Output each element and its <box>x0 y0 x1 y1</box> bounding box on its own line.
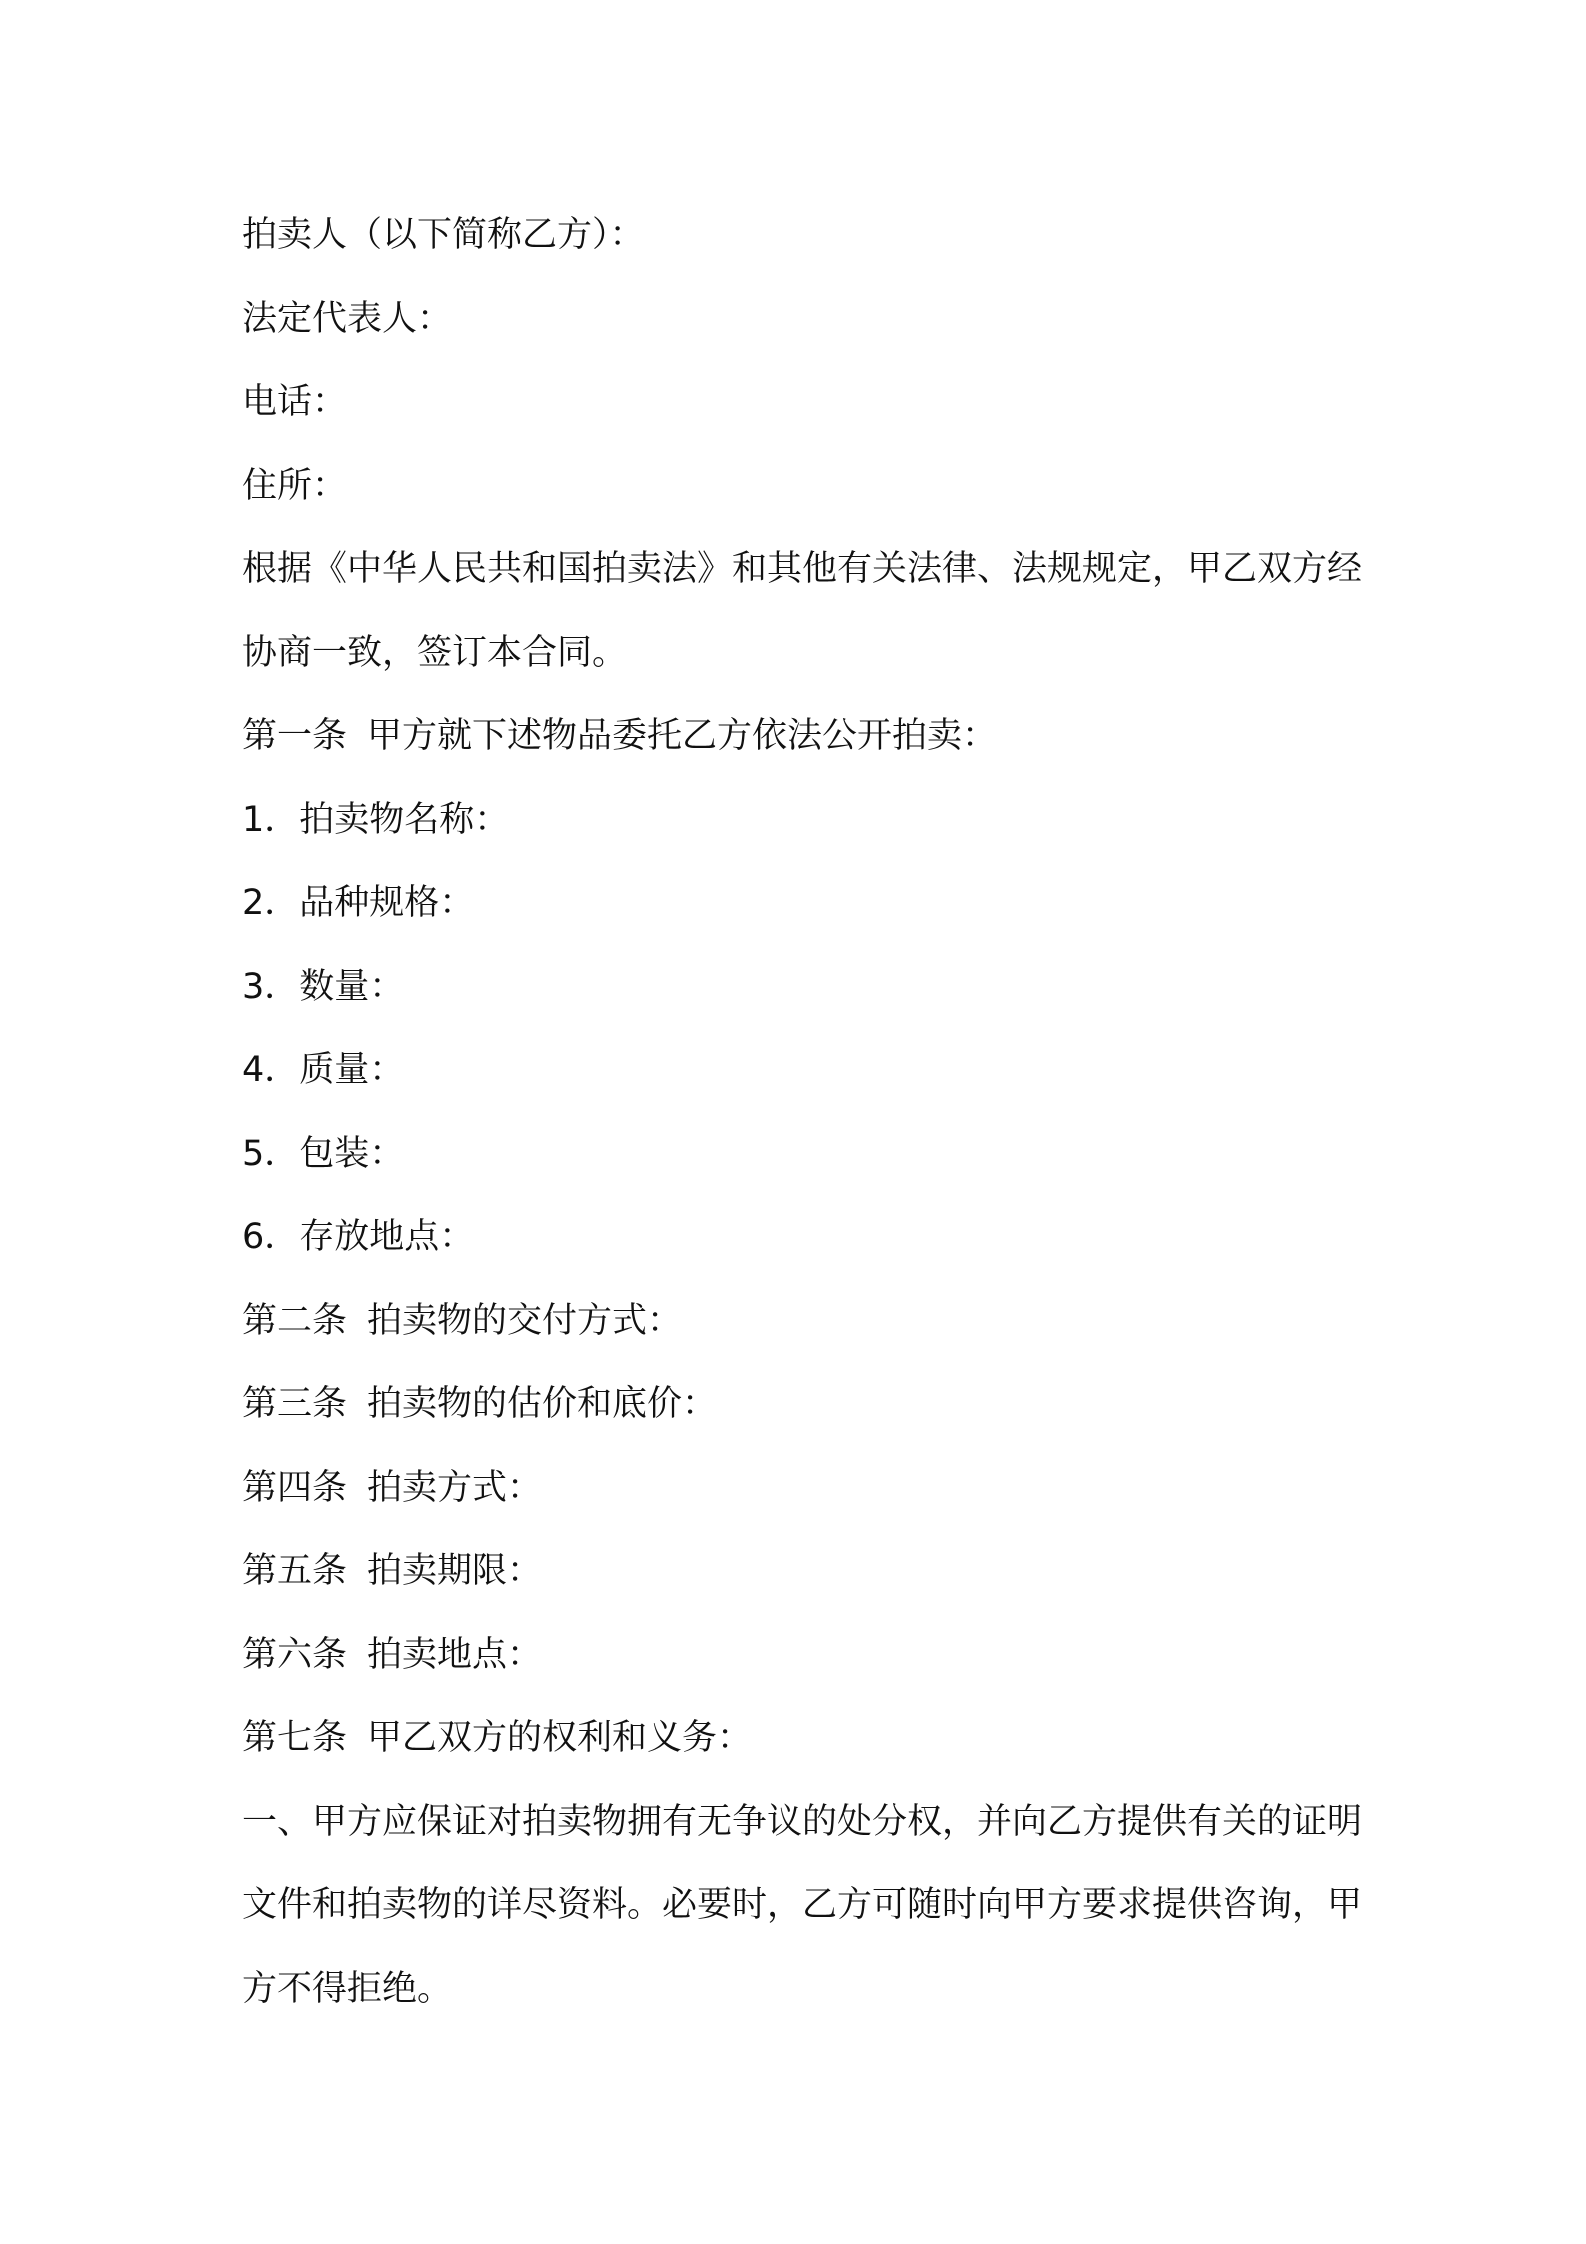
article-1 <box>242 695 1362 779</box>
article-label: 第六条 <box>242 1634 348 1675</box>
phone-line: 电话： <box>242 382 348 422</box>
item-number: 1． <box>242 799 300 840</box>
item-text: 存放地点： <box>299 1217 475 1257</box>
article-label: 第七条 <box>242 1718 348 1758</box>
item-line <box>242 1029 1362 1113</box>
item-number: 5． <box>242 1133 300 1174</box>
item-line <box>242 1196 1362 1280</box>
article-4 <box>242 1447 1362 1531</box>
item-line <box>242 1113 1362 1197</box>
item-line <box>242 779 1362 863</box>
article-label: 第二条 <box>242 1300 348 1341</box>
address-line: 住所： <box>242 465 348 506</box>
item-text: 数量： <box>299 966 405 1007</box>
article-1-label: 第一条 <box>242 716 348 756</box>
article-text: 拍卖方式： <box>367 1467 543 1508</box>
article-text: 拍卖期限： <box>367 1551 543 1591</box>
item-line <box>242 946 1362 1030</box>
item-text: 包装： <box>299 1133 405 1174</box>
article-text: 甲乙双方的权利和义务： <box>367 1718 753 1758</box>
article-7 <box>242 1697 1362 1781</box>
article-label: 第三条 <box>242 1384 348 1424</box>
item-number: 2． <box>242 883 300 923</box>
intro-paragraph: 根据《中华人民共和国拍卖法》和其他有关法律、法规规定，甲乙双方经协商一致，签订本合同。 <box>242 549 1363 673</box>
legal-representative-line: 法定代表人： <box>242 298 453 339</box>
article-label: 第五条 <box>242 1551 348 1591</box>
clause-1-paragraph: 一、甲方应保证对拍卖物拥有无争议的处分权，并向乙方提供有关的证明文件和拍卖物的详尽资料。必要时，乙方可随时向甲方要求提供咨询，甲方不得拒绝。 <box>242 1801 1363 2009</box>
auctioneer-line: 拍卖人（以下简称乙方）： <box>242 215 645 255</box>
article-text: 拍卖地点： <box>367 1634 543 1675</box>
article-label: 第四条 <box>242 1467 348 1508</box>
article-text: 拍卖物的估价和底价： <box>367 1384 718 1424</box>
article-text: 拍卖物的交付方式： <box>367 1300 683 1341</box>
article-3 <box>242 1363 1362 1447</box>
article-6 <box>242 1614 1362 1698</box>
item-number: 6． <box>242 1217 300 1257</box>
article-2 <box>242 1280 1362 1364</box>
article-5 <box>242 1530 1362 1614</box>
item-line <box>242 862 1362 946</box>
contract-body <box>242 194 1362 2031</box>
item-text: 拍卖物名称： <box>299 799 510 840</box>
item-number: 3． <box>242 966 300 1007</box>
item-text: 质量： <box>299 1050 405 1090</box>
item-number: 4． <box>242 1050 300 1090</box>
item-text: 品种规格： <box>299 883 475 923</box>
article-1-text: 甲方就下述物品委托乙方依法公开拍卖： <box>367 716 998 756</box>
